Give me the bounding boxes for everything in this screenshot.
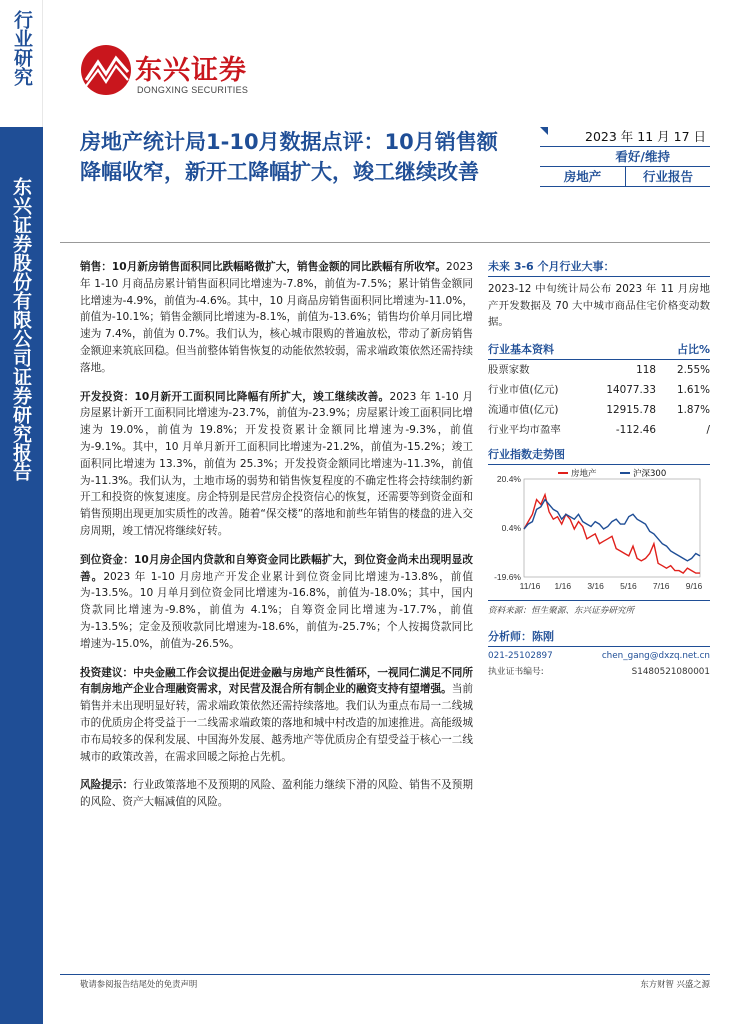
events-text: 2023-12 中旬统计局公布 2023 年 11 月房地产开发数据及 70 大中城市商品住宅价格变动数据。 bbox=[488, 283, 710, 328]
x-tick-label: 11/16 bbox=[519, 580, 541, 591]
analyst-email[interactable]: chen_gang@dxzq.net.cn bbox=[601, 650, 710, 661]
y-tick-label: 0.4% bbox=[501, 522, 521, 533]
sidebar-category-block bbox=[0, 0, 43, 127]
table-cell-key: 行业市值(亿元) bbox=[488, 383, 559, 396]
analyst-cert-number: S1480521080001 bbox=[631, 666, 710, 677]
paragraph-text: 当前销售并未出现明显好转，需求端政策依然还需持续落地。我们认为重点布局一二线城市的优质房企将受益于一二线需求端政策的落地和城中村改造的加速推进。高能级城市布局较多的保利发展、中国海外发展、越秀地产等优质房企有望受益于核心一二线城市的政策改善，在需求回暖之际抢占先机。 bbox=[80, 683, 473, 763]
table-cell-share: / bbox=[706, 423, 710, 436]
sidebar-org-block bbox=[0, 127, 43, 1024]
paragraph-lead: 风险提示： bbox=[80, 779, 134, 792]
table-cell-value: 12915.78 bbox=[606, 403, 656, 416]
series-line-1 bbox=[524, 499, 700, 560]
table-cell-share: 1.61% bbox=[676, 383, 710, 396]
logo-name-en: DONGXING SECURITIES bbox=[137, 85, 249, 95]
right-column bbox=[488, 258, 710, 679]
table-cell-value: 14077.33 bbox=[606, 383, 656, 396]
paragraph-lead: 到位资金：10月房企国内贷款和自筹资金同比跌幅扩大，到位资金尚未出现明显改善。 bbox=[80, 553, 473, 583]
table-cell-value: 118 bbox=[636, 363, 656, 376]
logo-name-cn: 东兴证券 bbox=[135, 55, 247, 86]
table-cell-key: 流通市值(亿元) bbox=[488, 403, 559, 416]
header-divider bbox=[60, 242, 710, 243]
table-cell-value: -112.46 bbox=[615, 423, 656, 436]
chart-source: 资料来源：恒生聚源、东兴证券研究所 bbox=[488, 600, 710, 616]
x-tick-label: 9/16 bbox=[685, 580, 703, 591]
report-rating: 看好/维持 bbox=[540, 147, 710, 167]
basic-info-header bbox=[488, 341, 710, 360]
table-cell-share: 2.55% bbox=[676, 363, 710, 376]
table-row bbox=[488, 380, 710, 400]
report-title: 房地产统计局1-10月数据点评：10月销售额降幅收窄，新开工降幅扩大，竣工继续改善 bbox=[80, 130, 498, 184]
analyst-title: 分析师：陈刚 bbox=[488, 628, 710, 647]
analyst-contact bbox=[488, 649, 710, 663]
table-row bbox=[488, 400, 710, 420]
paragraph-text: 2023 年 1-10 月房地产开发企业累计到位资金同比增速为-13.8%，前值为-13.5%。10 月单月到位资金同比增速为-16.8%，前值为-18.0%；其中，国内贷款同比增速为-9.8%，前值为 4.1%；自筹资金同比增速为-17.7%，前值为-13.5%；定金及预收款同比增速为-18.6%，前值为-25.7%；个人按揭贷款同比增速为-15.0%，前值为-26.5%。 bbox=[80, 570, 473, 650]
paragraph-text: 行业政策落地不及预期的风险、盈利能力继续下滑的风险、销售不及预期的风险、资产大幅减值的风险。 bbox=[80, 779, 474, 809]
basic-info-title: 行业基本资料 bbox=[488, 342, 554, 356]
legend-label: 沪深300 bbox=[633, 468, 667, 479]
table-row bbox=[488, 360, 710, 380]
paragraph-advice bbox=[80, 665, 473, 766]
paragraph-risk bbox=[80, 777, 473, 811]
analyst-cert bbox=[488, 665, 710, 679]
paragraph-investment bbox=[80, 389, 473, 540]
x-tick-label: 3/16 bbox=[587, 580, 604, 591]
paragraph-lead: 销售：10月新房销售面积同比跌幅略微扩大，销售金额的同比跌幅有所收窄。 bbox=[80, 261, 447, 273]
x-tick-label: 1/16 bbox=[554, 580, 572, 591]
x-tick-label: 5/16 bbox=[620, 580, 637, 591]
report-meta-row bbox=[540, 167, 710, 187]
y-tick-label: -19.6% bbox=[494, 571, 521, 582]
chart-title: 行业指数走势图 bbox=[488, 446, 710, 465]
x-tick-label: 7/16 bbox=[652, 580, 670, 591]
table-row bbox=[488, 420, 710, 440]
y-tick-label: 20.4% bbox=[496, 473, 521, 484]
report-type: 行业报告 bbox=[642, 169, 693, 184]
paragraph-text: 2023 年 1-10 月房屋累计新开工面积同比增速为-23.7%，前值为-23.9%；房屋累计竣工面积同比增速为 19.0%，前值为 19.8%；开发投资累计金额同比增速为-9.3%，前值为-9.1%。其中，10 月单月新开工面积同比增速为-21.2%，前值为-15.2%；竣工面积同比增速为 13.3%，前值为 25.3%；开发投资金额同比增速为-11.3%，前值为-11.3%。我们认为，土地市场的弱势和销售恢复程度的不确定性将会持续制约新开工和投资的恢复速度。房企特别是民营房企投资信心的恢复，还需要等到资金面和销售预期出现更加实质性的改善。随着“保交楼”的落地和前些年销售的楼盘的进入交房周期，竣工情况将继续好转。 bbox=[80, 390, 473, 537]
report-info-box bbox=[540, 127, 710, 187]
footer-divider bbox=[60, 974, 710, 975]
sidebar-org-text: 东兴证券股份有限公司证券研究报告 bbox=[10, 177, 32, 481]
events-title: 未来 3-6 个月行业大事： bbox=[488, 258, 710, 277]
footer-disclaimer: 敬请参阅报告结尾处的免责声明 bbox=[80, 979, 198, 989]
paragraph-lead: 投资建议：中央金融工作会议提出促进金融与房地产良性循环，一视同仁满足不同所有制房地产企业合理融资需求，对民营及混合所有制企业的融资支持有望增强。 bbox=[80, 666, 473, 696]
report-date: 2023 年 11 月 17 日 bbox=[540, 127, 710, 147]
index-trend-chart bbox=[488, 465, 710, 600]
paragraph-lead: 开发投资：10月新开工面积同比降幅有所扩大，竣工继续改善。 bbox=[80, 390, 390, 403]
paragraph-funding bbox=[80, 552, 473, 653]
report-sector: 房地产 bbox=[540, 167, 626, 186]
analyst-phone: 021-25102897 bbox=[488, 650, 553, 661]
paragraph-text: 2023 年 1-10 月商品房累计销售面积同比增速为-7.8%，前值为-7.5%；累计销售金额同比增速为-4.9%，前值为-4.6%。其中，10 月商品房销售面积同比增速为-11.0%，前值为-10.1%；销售金额同比增速为-8.1%，前值为-13.6%；销售均价单月同比增速为 7.4%，前值为 0.7%。我们认为，核心城市限购的普遍放松，带动了新房销售金额迎来筑底回稳。但当前整体销售恢复的动能依然较弱，需求端政策依然还需持续落地。 bbox=[80, 261, 473, 374]
sidebar-category-text: 行业研究 bbox=[11, 10, 33, 86]
main-body bbox=[80, 259, 473, 823]
table-cell-key: 行业平均市盈率 bbox=[488, 423, 561, 436]
table-cell-share: 1.87% bbox=[676, 403, 710, 416]
chart-plot-frame bbox=[524, 479, 700, 577]
paragraph-sales bbox=[80, 259, 473, 377]
analyst-cert-label: 执业证书编号: bbox=[488, 666, 544, 677]
footer-slogan: 东方财智 兴盛之源 bbox=[640, 979, 710, 989]
table-cell-key: 股票家数 bbox=[488, 363, 530, 376]
legend-label: 房地产 bbox=[571, 468, 597, 479]
index-trend-svg bbox=[488, 465, 710, 600]
basic-info-share-label: 占比% bbox=[676, 342, 710, 356]
